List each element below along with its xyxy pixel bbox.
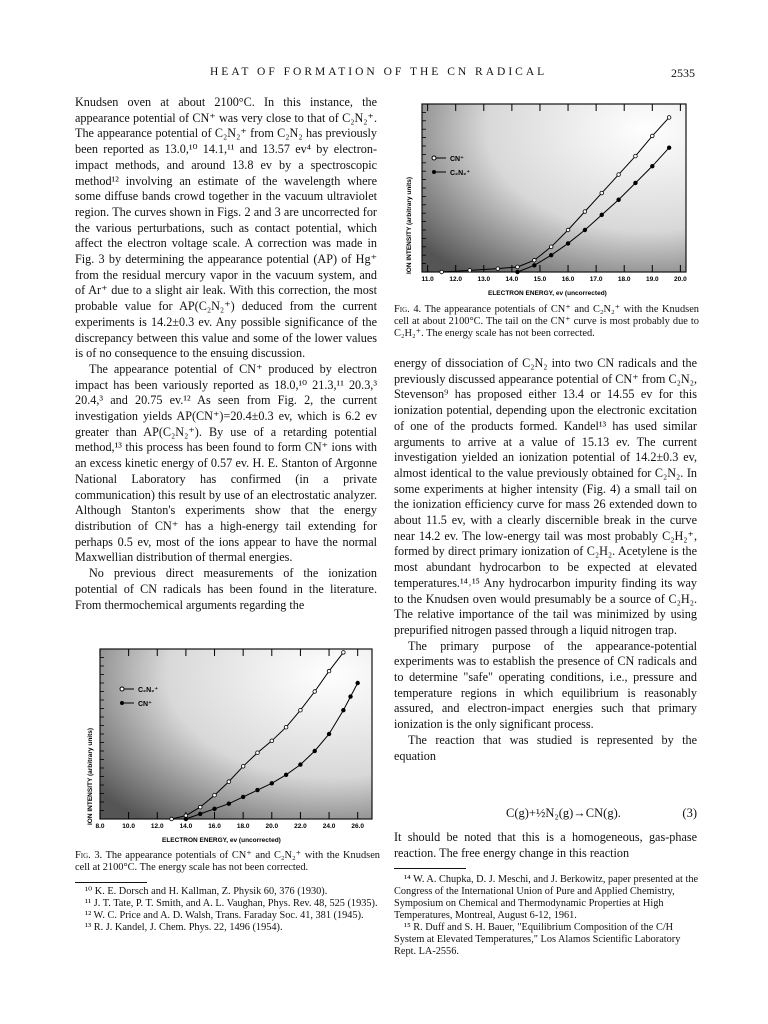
data-point [356,681,360,685]
paragraph: The primary purpose of the appearance-potential experiments was to establish the presence of CN radicals and to determine "safe" operating conditions, i.e., pressure and temperature regions in which equilibrium is reasonably assured, and electron-impact energies such that primary ionization is the only significant process. [394,638,697,732]
data-point [327,669,331,673]
page-number: 2535 [671,66,695,80]
figure-4-chart [394,96,694,298]
paragraph: The reaction that was studied is represented by the equation [394,732,697,763]
x-tick-label: 20.0 [674,276,687,283]
x-tick-label: 16.0 [208,823,221,830]
data-point [349,695,353,699]
data-point [241,765,245,769]
running-header [0,66,768,86]
x-tick-label: 10.0 [122,823,135,830]
data-point [299,708,303,712]
data-point [583,228,587,232]
data-point [170,817,174,821]
data-point [617,173,621,177]
x-tick-label: 24.0 [322,823,336,830]
footnotes-right [394,874,699,958]
caption-label: Fig. 3. [75,850,103,861]
footnote: ¹⁴ W. A. Chupka, D. J. Meschi, and J. Berkowitz, paper presented at the Congress of the International Union of Pure and Applied Chemistry, Symposium on Chemical and Thermodynamic Properties at High Temperatures, Montreal, August 6-12, 1961. [394,874,699,921]
footnote-rule [394,868,466,869]
plot-background [422,104,686,272]
y-axis-label: ION INTENSITY (arbitrary units) [87,727,94,825]
data-point [256,788,260,792]
data-point [256,751,260,755]
x-axis-label: ELECTRON ENERGY, ev (uncorrected) [162,837,281,844]
data-point [270,782,274,786]
data-point [213,807,217,811]
data-point [667,116,671,120]
footnote: ¹² W. C. Price and A. D. Walsh, Trans. Faraday Soc. 41, 381 (1945). [85,910,364,921]
x-tick-label: 17.0 [589,276,603,283]
x-tick-label: 12.0 [449,276,463,283]
caption-label: Fig. 4. [394,304,422,315]
paragraph: It should be noted that this is a homogeneous, gas-phase reaction. The free energy change in this reaction [394,830,697,860]
right-column-text-end [394,830,697,861]
data-point [617,198,621,202]
legend-label: CN⁺ [450,156,464,163]
equation-number: (3) [682,806,697,820]
data-point [342,708,346,712]
legend-label: C₂N₂⁺ [138,687,159,694]
data-point [299,763,303,767]
footnote: ¹⁵ R. Duff and S. H. Bauer, "Equilibrium Composition of the C/H System at Elevated Temperatures," Los Alamos Scientific Laboratory Rept. LA-2556. [394,922,681,957]
data-point [313,749,317,753]
data-point [342,651,346,655]
data-point [634,181,638,185]
caption-text: The appearance potentials of CN⁺ and C₂N₂⁺ with the Knudsen cell at 2100°C. The energy scale has not been corrected. [75,850,380,873]
figure-3-caption [75,850,380,874]
data-point [440,270,444,274]
data-point [468,269,472,273]
data-point [496,267,500,271]
data-point [549,253,553,257]
right-column-text [394,356,697,764]
x-tick-label: 18.0 [236,823,250,830]
data-point [667,146,671,150]
x-tick-label: 20.0 [265,823,279,830]
paragraph: The appearance potential of CN⁺ produced by electron impact has been variously reported as 18.0,¹⁰ 21.3,¹¹ 20.3,³ 20.4,³ and 20.75 ev.¹² As seen from Fig. 2, the current investigation yields AP(CN⁺)=20.4±0.3 ev, which is 6.2 ev greater than AP(C₂N₂⁺). By use of a retarding potential method,¹³ this process has been found to form CN⁺ ions with an excess kinetic energy of 0.57 ev. H. E. Stanton of Argonne National Laboratory has confirmed (in a private communication) this result by use of an electrostatic analyzer. Although Stanton's experiments show that the energy distribution of CN⁺ has a high-energy tail extending for perhaps 0.5 ev, most of the ions appear to have the normal Maxwellian distribution of thermal energies. [75,361,377,565]
x-axis-label: ELECTRON ENERGY, ev (uncorrected) [488,290,607,297]
data-point [516,265,520,269]
data-point [549,245,553,249]
x-tick-label: 15.0 [533,276,547,283]
data-point [284,773,288,777]
footnote: ¹⁰ K. E. Dorsch and H. Kallman, Z. Physik 60, 376 (1930). [85,886,328,897]
paragraph: Knudsen oven at about 2100°C. In this instance, the appearance potential of CN⁺ was very close to that of C₂N₂⁺. The appearance potential of C₂N₂⁺ from C₂N₂ has previously been reported as 13.0,¹⁰ 14.1,¹¹ and 13.57 ev⁴ by electron-impact methods, and around 13.8 ev by a spectroscopic method¹² involving an estimate of the wavelength where some diffuse bands crowd together in the vacuum ultraviolet region. The curves shown in Figs. 2 and 3 are uncorrected for the various perturbations, such as contact potential, which affect the electron voltage scale. A correction was made in Fig. 3 by determining the appearance potential (AP) of Hg⁺ from the residual mercury vapor in the vacuum system, and of Ar⁺ due to a slight air leak. With this correction, the most probable value for AP(C₂N₂⁺) deduced from the current experiments is 14.2±0.3 ev. Any possible significance of the discrepancy between this value and some of the lower values is of no consequence to the ensuing discussion. [75,95,377,361]
x-tick-label: 19.0 [645,276,659,283]
footnote: ¹³ R. J. Kandel, J. Chem. Phys. 22, 1496 (1954). [85,922,283,933]
x-tick-label: 22.0 [294,823,307,830]
data-point [600,213,604,217]
data-point [566,242,570,246]
data-point [583,210,587,214]
data-point [650,164,654,168]
running-title: HEAT OF FORMATION OF THE CN RADICAL [210,66,548,78]
data-point [198,812,202,816]
data-point [270,739,274,743]
paragraph: No previous direct measurements of the ionization potential of CN radicals has been found in the literature. From thermochemical arguments regarding the [75,566,377,612]
legend-label: CN⁺ [138,701,152,708]
x-tick-label: 26.0 [351,823,365,830]
paragraph: energy of dissociation of C₂N₂ into two CN radicals and the previously discussed appearance potential of CN⁺ from C₂N₂, Stevenson⁹ has proposed either 13.4 or 14.55 ev for this ionization potential, depending upon the electronic excitation of one of the products formed. Kandel¹³ has used similar arguments to arrive at a value of 15.13 ev. The current investigation yielded an ionization potential of 14.2±0.3 ev, almost identical to the value previously obtained for C₂N₂. In some experiments at higher intensity (Fig. 4) a small tail on the ionization efficiency curve for mass 26 extended down to about 11.5 ev, with a clearly discernible break in the curve near 14.2 ev. The low-energy tail was most probably C₂H₂⁺, formed by direct primary ionization of C₂H₂. Acetylene is the most abundant hydrocarbon to be expected at elevated temperatures.¹⁴˒¹⁵ Any hydrocarbon impurity finding its way to the Knudsen oven would presumably be a source of C₂H₂. The relative importance of the tail was minimized by using prepurified nitrogen passed through a liquid nitrogen trap. [394,356,697,637]
data-point [650,134,654,138]
x-tick-label: 16.0 [561,276,575,283]
data-point [516,270,520,274]
data-point [600,191,604,195]
figure-4-caption [394,304,699,340]
x-tick-label: 13.0 [477,276,491,283]
x-tick-label: 12.0 [150,823,164,830]
footnote: ¹¹ J. T. Tate, P. T. Smith, and A. L. Vaughan, Phys. Rev. 48, 525 (1935). [85,898,378,909]
data-point [566,228,570,232]
data-point [533,258,537,262]
x-tick-label: 11.0 [421,276,434,283]
data-point [184,817,188,821]
data-point [227,780,231,784]
data-point [327,732,331,736]
data-point [213,793,217,797]
data-point [634,154,638,158]
data-point [227,802,231,806]
y-axis-label: ION INTENSITY (arbitrary units) [406,176,413,274]
x-tick-label: 14.0 [505,276,519,283]
x-tick-label: 8.0 [95,823,105,830]
data-point [284,725,288,729]
footnote-rule [75,882,147,883]
data-point [198,805,202,809]
data-point [533,263,537,267]
caption-text: The appearance potentials of CN⁺ and C₂N₂⁺ with the Knudsen cell at about 2100°C. The tail on the CN⁺ curve is most probably due to C₂H₂⁺. The energy scale has not been corrected. [394,304,699,339]
left-column-text [75,95,377,613]
legend-label: C₂N₂⁺ [450,170,471,177]
data-point [241,795,245,799]
x-tick-label: 14.0 [179,823,193,830]
equation-text: C(g)+½N₂(g)→CN(g). [506,806,621,820]
figure-3-chart [80,645,380,845]
data-point [313,690,317,694]
x-tick-label: 18.0 [617,276,631,283]
footnotes-left [75,886,380,934]
